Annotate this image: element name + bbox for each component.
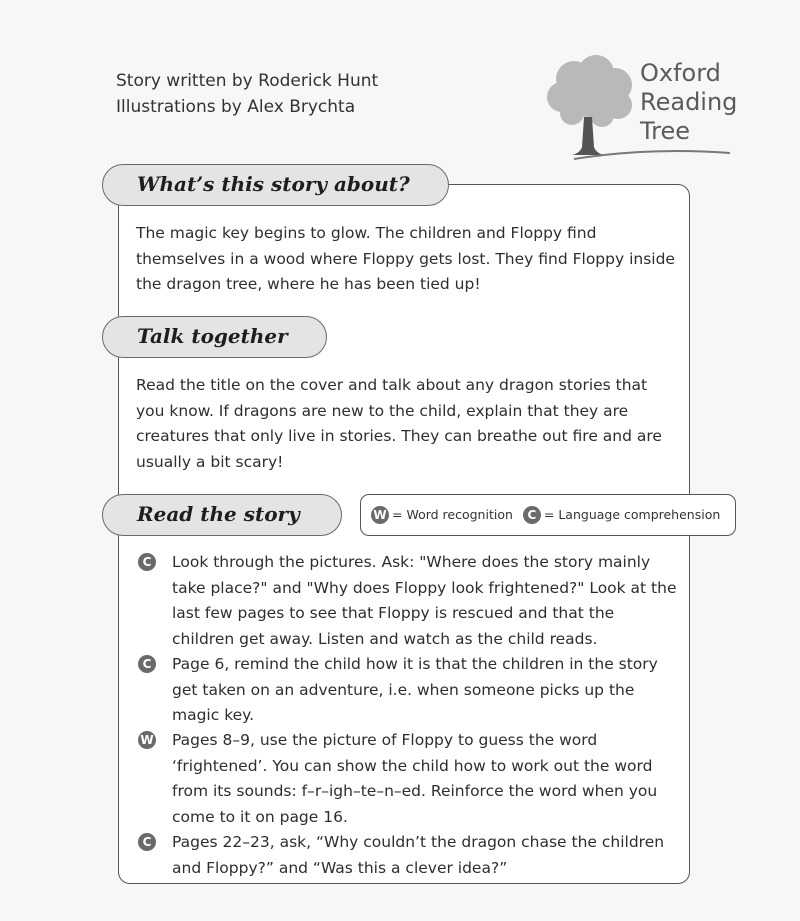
legend-c-label: = Language comprehension — [543, 507, 721, 522]
badge-legend — [360, 494, 736, 536]
step-text: Page 6, remind the child how it is that the children in the story get taken on an adventure, i.e. when someone picks up the magic key. — [172, 655, 658, 724]
illustrations-credit: Illustrations by Alex Brychta — [116, 97, 356, 117]
list-item — [138, 652, 678, 729]
logo-line-oxford: Oxford — [640, 59, 721, 87]
list-item — [138, 728, 678, 830]
oxford-reading-tree-logo — [540, 55, 750, 170]
c-badge-icon: C — [138, 553, 156, 571]
step-text: Look through the pictures. Ask: "Where does the story mainly take place?" and "Why does Floppy look frightened?" Look at the last few pages to see that Floppy is rescued and that the children get away. Listen and watch as the child reads. — [172, 553, 677, 648]
list-item — [138, 550, 678, 652]
read-heading: Read the story — [102, 494, 342, 536]
step-text: Pages 8–9, use the picture of Floppy to guess the word ‘frightened’. You can show the child how to work out the word from its sounds: f–r–igh–te–n–ed. Reinforce the word when you come to it on page 16. — [172, 731, 658, 826]
c-badge-icon: C — [138, 655, 156, 673]
w-badge-icon: W — [138, 731, 156, 749]
logo-line-tree: Tree — [640, 117, 691, 145]
c-badge-icon: C — [138, 833, 156, 851]
step-text: Pages 22–23, ask, “Why couldn’t the dragon chase the children and Floppy?” and “Was this a clever idea?” — [172, 833, 665, 877]
c-badge-icon: C — [523, 506, 541, 524]
talk-text: Read the title on the cover and talk about any dragon stories that you know. If dragons are new to the child, explain that they are creatures that only live in stories. They can breathe out fire and are usually a bit scary! — [136, 376, 662, 471]
legend-language-comprehension — [523, 495, 720, 534]
about-heading: What’s this story about? — [102, 164, 449, 206]
story-credit: Story written by Roderick Hunt — [116, 71, 379, 91]
about-text: The magic key begins to glow. The children and Floppy find themselves in a wood where Floppy gets lost. They find Floppy inside the dragon tree, where he has been tied up! — [136, 224, 675, 293]
list-item — [138, 830, 678, 881]
legend-word-recognition — [371, 495, 513, 534]
credits — [116, 68, 378, 120]
logo-line-reading: Reading — [640, 88, 738, 116]
w-badge-icon: W — [371, 506, 389, 524]
legend-w-label: = Word recognition — [392, 507, 513, 522]
talk-heading: Talk together — [102, 316, 327, 358]
logo-wordmark — [640, 59, 737, 146]
